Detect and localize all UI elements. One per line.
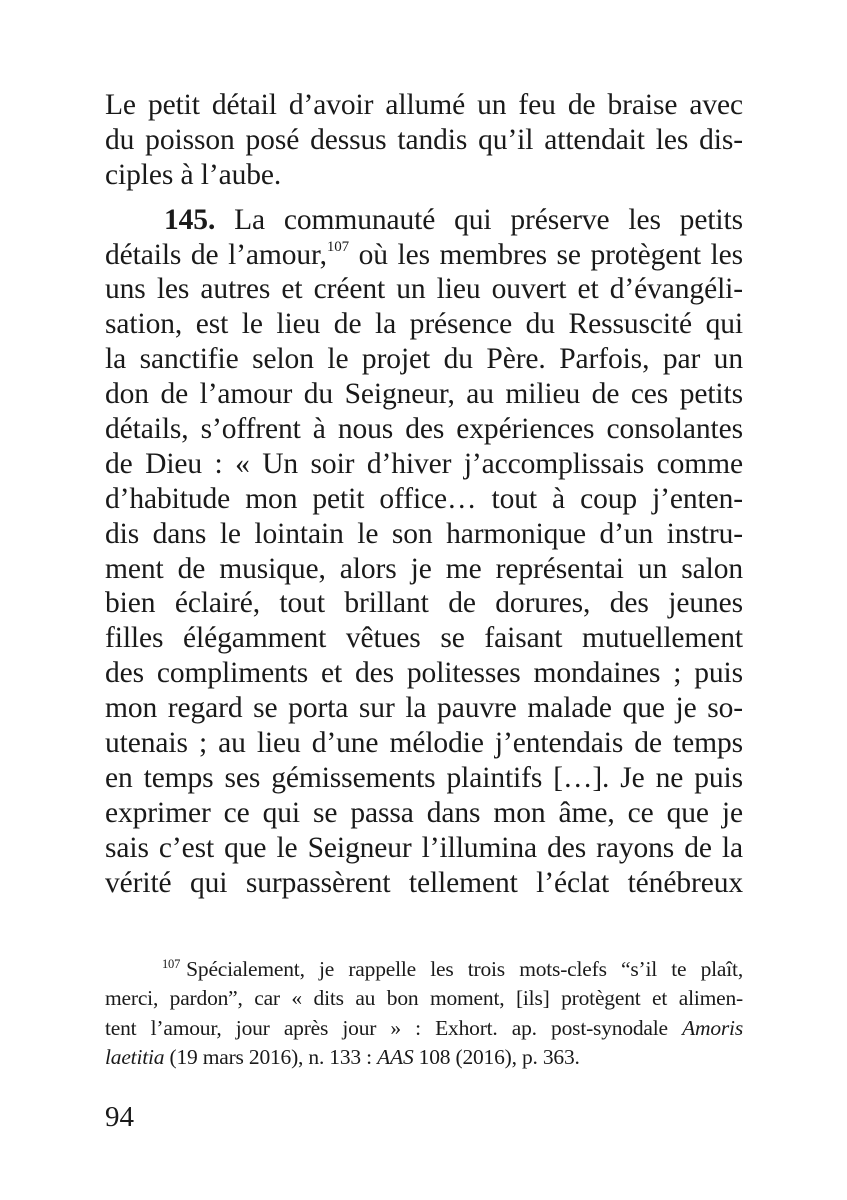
text-segment: tent l’amour, jour après jour » : Exhort. ap. post-synodale [105,1015,683,1040]
footnote-line [105,1014,743,1043]
text-line: mon regard se porta sur la pauvre malade que je so- [105,692,743,725]
text-line: filles élégamment vêtues se faisant mutuellement [105,622,743,655]
body-text [105,88,743,900]
italic-title: Amoris [682,1015,743,1040]
footnotes [105,955,743,1072]
text-segment: détails de l’amour, [105,238,327,271]
text-line: bien éclairé, tout brillant de dorures, des jeunes [105,587,743,620]
footnote-line [105,955,743,984]
italic-title: laetitia [105,1044,165,1069]
text-line: uns les autres et créent un lieu ouvert et d’évangéli- [105,273,743,306]
text-line: de Dieu : « Un soir d’hiver j’accomplissais comme [105,447,743,480]
text-line: détails, s’offrent à nous des expériences consolantes [105,413,743,446]
text-segment: (19 mars 2016), n. 133 : [164,1044,378,1069]
text-line: ciples à l’aube. [105,158,282,191]
text-line: vérité qui surpassèrent tellement l’éclat ténébreux [105,866,743,899]
paragraph-gap [105,193,743,203]
text-line: utenais ; au lieu d’une mélodie j’entendais de temps [105,727,743,760]
page-number: 94 [105,1101,134,1133]
text-line: des compliments et des politesses mondaines ; puis [105,657,743,690]
text-segment: où les membres se protègent les [349,238,743,271]
footnote-number: 107 [162,957,181,971]
text-line [105,203,743,238]
text-line [105,238,743,273]
footnote-107 [105,955,743,1072]
footnote-line [105,1043,743,1072]
footnote-reference[interactable]: 107 [326,238,350,255]
text-line: sais c’est que le Seigneur l’illumina des rayons de la [105,831,743,864]
text-line: dis dans le lointain le son harmonique d’un instru- [105,517,743,550]
text-segment: 108 (2016), p. 363. [413,1044,580,1069]
paragraph-number: 145. [164,203,216,236]
text-segment: Spécialement, je rappelle les trois mots-clefs “s’il te plaît, [186,957,743,981]
text-segment: La communauté qui préserve les petits [234,203,743,236]
text-line: don de l’amour du Seigneur, au milieu de ces petits [105,378,743,411]
text-line: exprimer ce qui se passa dans mon âme, ce que je [105,796,743,829]
paragraph-145 [105,203,743,901]
italic-abbrev: AAS [377,1044,414,1069]
text-line: ment de musique, alors je me représentai un salon [105,552,743,585]
text-line: du poisson posé dessus tandis qu’il attendait les dis- [105,123,743,156]
footnote-line: merci, pardon”, car « dits au bon moment, [ils] protègent et alimen- [105,986,743,1011]
text-line: sation, est le lieu de la présence du Ressuscité qui [105,308,743,341]
text-line: Le petit détail d’avoir allumé un feu de braise avec [105,89,743,121]
text-line: d’habitude mon petit office… tout à coup j’enten- [105,482,743,515]
paragraph-continuation [105,88,743,193]
text-line: la sanctifie selon le projet du Père. Parfois, par un [105,343,743,376]
text-line: en temps ses gémissements plaintifs […]. Je ne puis [105,761,743,794]
